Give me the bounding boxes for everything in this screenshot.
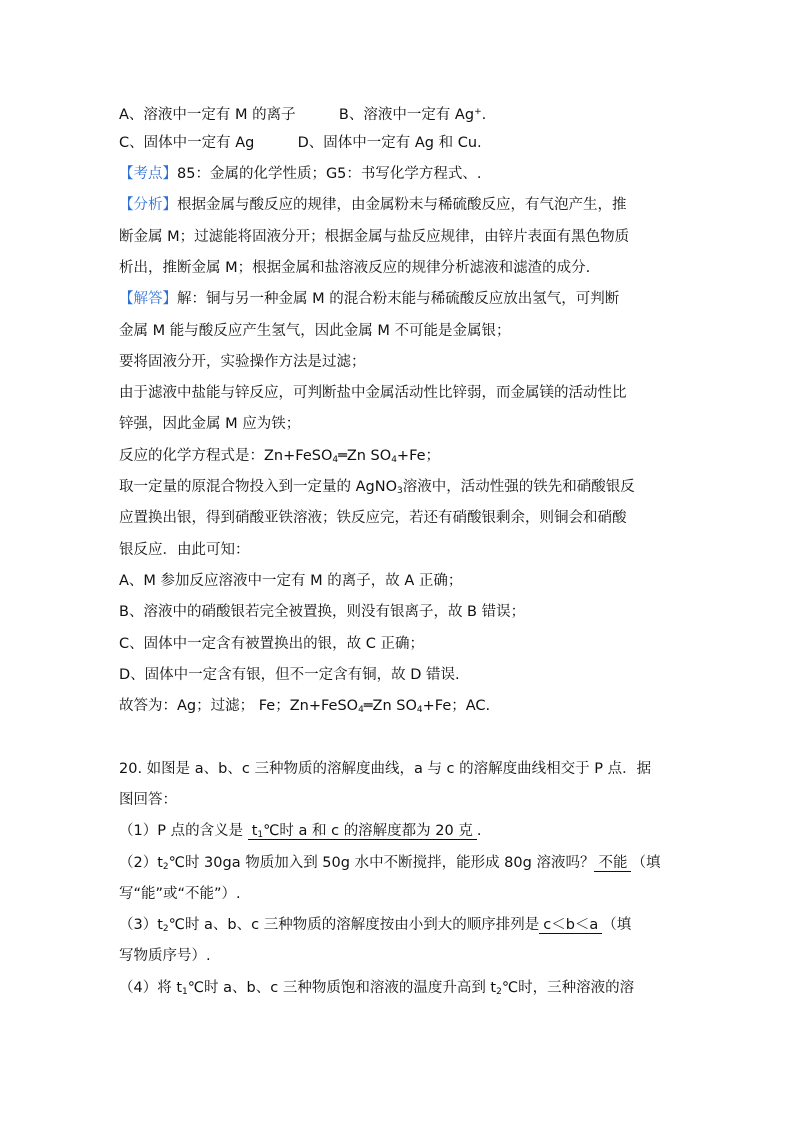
jieda-answer: 故答为：Ag；过滤； Fe；Zn+FeSO$_4$═Zn $SO_4+Fe$；AC. [119, 698, 491, 715]
jieda-line-4: 由于滤液中盐能与锌反应，可判断盐中金属活动性比锌弱，而金属镁的活动性比 [119, 385, 627, 401]
fenxi-tag: 【分析】 [119, 197, 177, 213]
jieda-line-2: 金属 M 能与酸反应产生氢气，因此金属 M 不可能是金属银； [119, 323, 511, 339]
q20-answer-1: $t_1℃$时 a 和 c 的溶解度都为 20 克 [248, 823, 477, 840]
jieda-line-1: 【解答】解：铜与另一种金属 M 的混合粉末能与稀硫酸反应放出氢气，可判断 [119, 291, 620, 307]
jieda-line-3: 要将固液分开，实验操作方法是过滤； [119, 354, 366, 370]
jieda-d: D、固体中一定含有银，但不一定含有铜，故 D 错误. [119, 667, 460, 683]
fenxi-line-2: 断金属 M；过滤能将固液分开；根据金属与盐反应规律，由锌片表面有黑色物质 [119, 229, 630, 245]
kaodian-line [119, 164, 679, 184]
q20-part-3-cont: 写物质序号）. [119, 948, 211, 964]
q20-part-1: （1）P 点的含义是 $t_1℃$时 a 和 c 的溶解度都为 20 克 . [119, 823, 482, 840]
q20-part-3: $(3)t_2℃$时 a、b、c 三种物质的溶解度按由小到大的顺序排列是 c＜b＜a （填 [119, 917, 632, 934]
jieda-line-9: 银反应．由此可知： [119, 542, 250, 558]
q20-part-4: （4）将 $t_1℃$时 a、b、c 三种物质饱和溶液的温度升高到 $t_2℃$时，三种溶液的溶 [119, 980, 635, 997]
jieda-tag: 【解答】 [119, 291, 177, 307]
jieda-c: C、固体中一定含有被置换出的银，故 C 正确； [119, 636, 424, 652]
jieda-b: B、溶液中的硝酸银若完全被置换，则没有银离子，故 B 错误； [119, 604, 526, 620]
fenxi-line-3: 析出，推断金属 M；根据金属和盐溶液反应的规律分析滤液和滤渣的成分. [119, 260, 591, 276]
jieda-line-8: 应置换出银，得到硝酸亚铁溶液；铁反应完，若还有硝酸银剩余，则铜会和硝酸 [119, 510, 627, 526]
q20-answer-2: 不能 [594, 855, 631, 872]
q20-part-2-cont: 写“能”或“不能”）. [119, 886, 241, 902]
option-a: A、溶液中一定有 M 的离子 [119, 107, 296, 123]
jieda-line-5: 锌强，因此金属 M 应为铁； [119, 416, 301, 432]
jieda-line-7: 取一定量的原混合物投入到一定量的 AgNO$_3$溶液中，活动性强的铁先和硝酸银反 [119, 479, 635, 496]
q20-answer-3: c＜b＜a [539, 917, 602, 934]
option-d: D、固体中一定有 Ag 和 Cu. [297, 135, 482, 151]
option-c: C、固体中一定有 Ag [119, 135, 255, 151]
option-line-cd [119, 133, 679, 153]
option-b: B、溶液中一定有 Ag+. [338, 107, 487, 123]
jieda-a: A、M 参加反应溶液中一定有 M 的离子，故 A 正确； [119, 573, 463, 589]
q20-line-1: 20. 如图是 a、b、c 三种物质的溶解度曲线，a 与 c 的溶解度曲线相交于 P 点．据 [119, 761, 652, 777]
q20-line-2: 图回答： [119, 792, 177, 808]
option-line-ab [119, 102, 679, 125]
q20-part-2: $(2)t_2℃$时 30ga 物质加入到 50g 水中不断搅拌，能形成 80g 溶液吗？ 不能 （填 [119, 855, 661, 872]
kaodian-text: 85：金属的化学性质；G5：书写化学方程式、. [177, 166, 482, 182]
kaodian-tag: 【考点】 [119, 166, 177, 182]
jieda-equation: 反应的化学方程式是：Zn+FeSO$_4$═Zn $SO_4+Fe$； [119, 448, 441, 465]
fenxi-line-1: 【分析】根据金属与酸反应的规律，由金属粉末与稀硫酸反应，有气泡产生，推 [119, 197, 627, 213]
